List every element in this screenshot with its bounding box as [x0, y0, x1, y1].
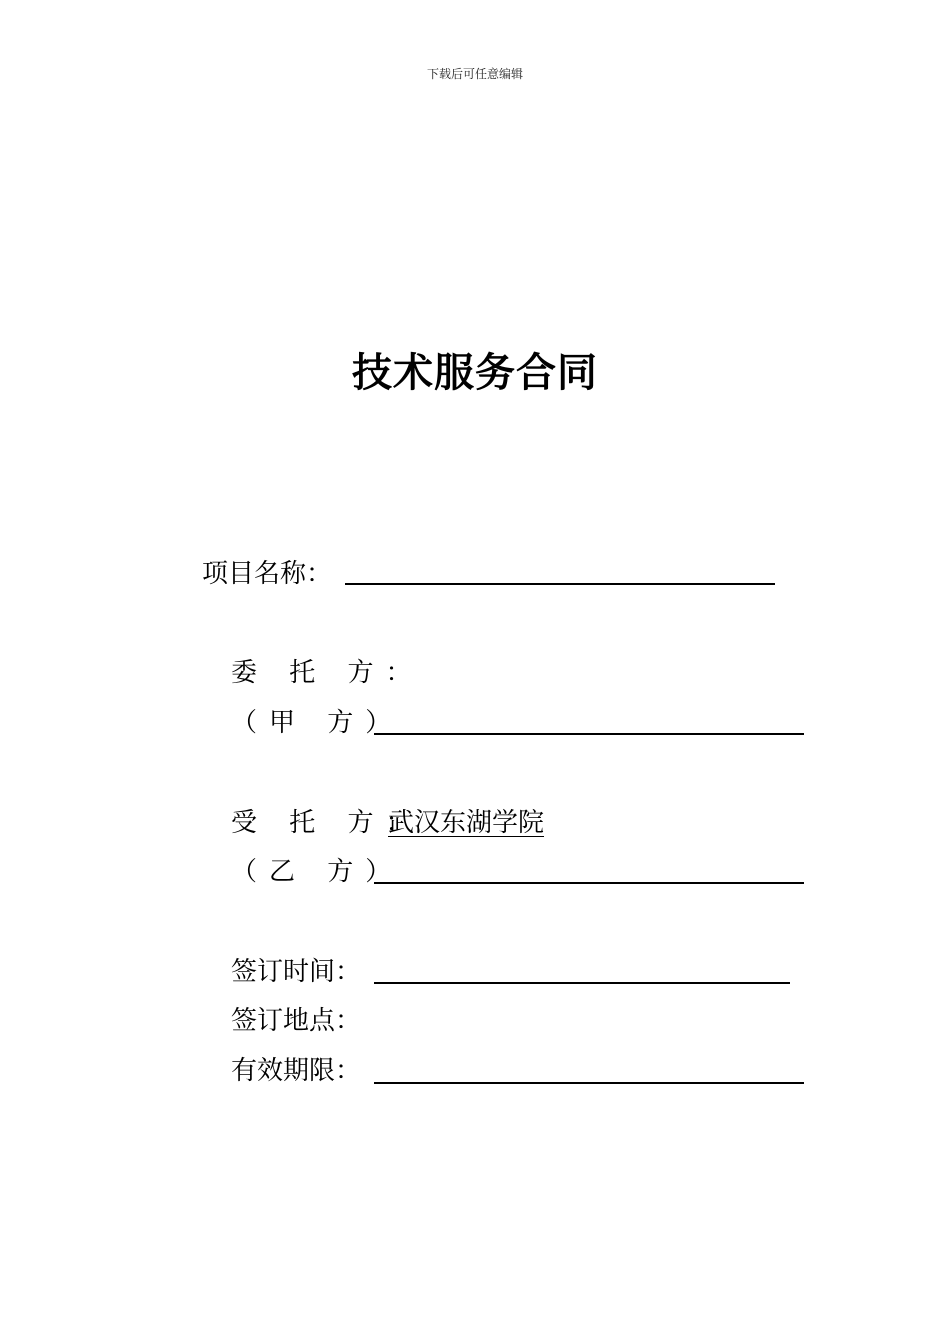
- project-name-blank: [345, 583, 775, 585]
- validity-blank: [374, 1082, 804, 1084]
- party-b-label: （乙 方）: [231, 857, 404, 887]
- sign-place-label: 签订地点：: [231, 1006, 362, 1036]
- project-name-label: 项目名称：: [202, 559, 333, 589]
- contractor-label: 受 托 方：: [231, 808, 424, 838]
- contractor-value: 武汉东湖学院: [388, 808, 545, 838]
- party-b-blank: [374, 882, 804, 884]
- sign-date-blank: [374, 982, 790, 984]
- validity-label: 有效期限：: [231, 1056, 362, 1086]
- party-a-blank: [374, 733, 804, 735]
- document-title: 技术服务合同: [352, 350, 598, 396]
- party-a-label: （甲 方）: [231, 708, 404, 738]
- sign-date-label: 签订时间：: [231, 957, 362, 987]
- header-note: 下载后可任意编辑: [426, 67, 523, 81]
- client-label: 委 托 方：: [231, 658, 424, 688]
